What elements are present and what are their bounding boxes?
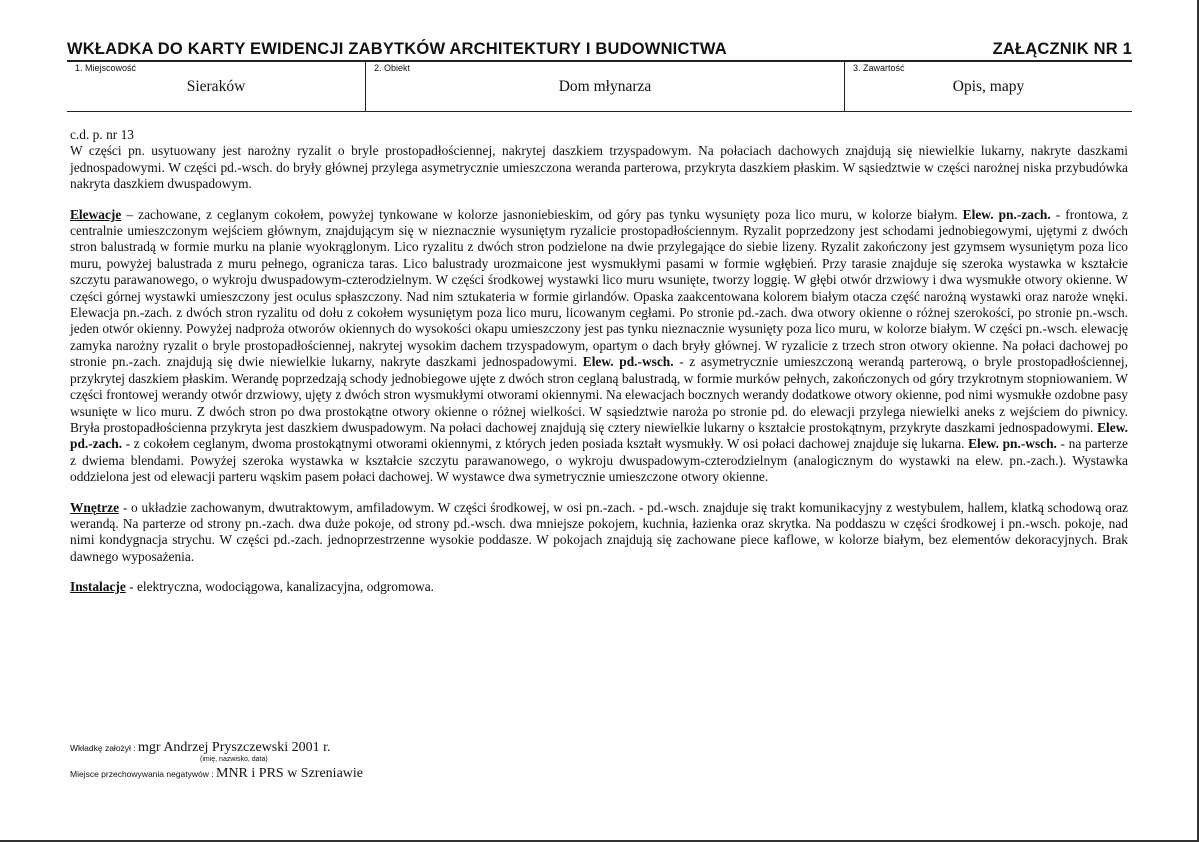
- footer-value: mgr Andrzej Pryszczewski 2001 r.: [138, 740, 331, 755]
- section-heading: Elewacje: [70, 206, 122, 222]
- footer-storage: [70, 766, 363, 782]
- footer-label: Miejsce przechowywania negatywów :: [70, 769, 214, 779]
- field-object: [366, 62, 845, 111]
- field-value: Dom młynarza: [558, 78, 652, 95]
- text-run: - frontowa, z centralnie umieszczonym wejściem głównym, znajdującym się w nieznacznie wysuniętym ryzalicie prostopadłościennym. Ryzalit poprzedzony jest schodami jednobiegowymi, ujętymi z dwóch stron balustradą w formie murku na planie wyokrąglonym. Lico ryzalitu z dwóch stron podzielone na dwie przylegające do siebie lizeny. Ryzalit zakończony jest gzymsem wysuniętym poza lico muru, powyżej balustrada z muru pełnego, ogranicza taras. Lico balustrady urozmaicone jest wysmukłymi pasami w formie wgłębień. Przy tarasie znajduje się szeroka wystawka w kształcie szczytu parawanowego, o wykroju dwuspadowym-czterodzielnym. W części środkowej wystawki lico muru wsunięte, tworzy loggię. W głębi otwór drzwiowy i dwa wysmukłe otwory okienne. W części górnej wystawki umieszczony jest oculus spłaszczony. Nad nim sztukateria w formie girlandów. Opaska zaakcentowana kolorem białym otacza część narożną wystawki oraz naroże wnęki. Elewacja pn.-zach. z dwóch stron ryzalitu od dołu z cokołem wysuniętym poza lico muru, licowanym cegłami. Po stronie pd.-zach. dwa otwory okienne o różnej szerokości, po stronie pn.-wsch. jeden otwór okienny. Powyżej nadproża otworów okiennych do wysokości okapu umieszczony jest pas tynku nieznacznie wysunięty poza lico muru, w kolorze białym. W części pn.-wsch. elewację zamyka narożny ryzalit o bryle prostopadłościennej, nakrytej wysokim dachem trzyspadowym, opartym o dach bryły głównej. W ryzalicie z trzech stron otwory okienne. Na połaci dachowej po stronie pn.-zach. znajdują się dwie niewielkie lukarny, nakryte daszkami jednospadowymi.: [70, 206, 1128, 370]
- document-title: WKŁADKA DO KARTY EWIDENCJI ZABYTKÓW ARCHITEKTURY I BUDOWNICTWA: [67, 40, 727, 58]
- field-label: 1. Miejscowość: [75, 63, 137, 73]
- document-body: [70, 127, 1128, 596]
- field-value: Opis, mapy: [952, 78, 1025, 95]
- footer-label: Wkładkę założył :: [70, 743, 136, 753]
- text-run: – zachowane, z ceglanym cokołem, powyżej tynkowane w kolorze jasnoniebieskim, od góry pas tynku wysunięty poza lico muru, w kolorze białym.: [121, 206, 963, 222]
- bold-run: Elew. pn.-zach.: [962, 206, 1051, 222]
- text-run: - na parterze z dwiema blendami. Powyżej szeroka wystawka w kształcie szczytu parawanowego, o wykroju dwuspadowym-czterodzielnym (analogicznym do wystawki na elew. pn.-zach.). Wystawka oddzielona jest od elewacji parteru wąskim pasem połaci dachowej. W wystawce dwa symetrycznie umieszczone otwory okienne.: [70, 436, 1128, 485]
- footer-value: MNR i PRS w Szreniawie: [216, 766, 363, 781]
- text-run: - z asymetrycznie umieszczoną werandą parterową, o bryle prostopadłościennej, przykrytej daszkiem płaskim. Werandę poprzedzają schody jednobiegowe ujęte z dwóch stron ceglaną balustradą, w formie murków pełnych, zakończonych od góry trzykrotnym stopniowaniem. W części frontowej werandy otwór drzwiowy, ujęty z dwóch stron wysmukłymi otworami okiennymi. Na elewacjach bocznych werandy dodatkowe otwory okienne, pod nimi wysmukłe ozdobne pasy wsunięte w lico muru. Z dwóch stron po dwa prostokątne otwory okienne o różnej wielkości. W sąsiedztwie naroża po stronie pd. do elewacji przylega niewielki aneks z wejściem do piwnicy. Bryła prostopadłościenna przykryta jest daszkiem dwuspadowym. Na połaci dachowej znajdują się cztery niewielkie lukarny o kształcie prostokątnym, przykryte daszkami jednospadowymi.: [70, 354, 1128, 435]
- footer-sublabel: (imię, nazwisko, data): [200, 756, 268, 763]
- bold-run: Elew. pd.-wsch.: [582, 354, 674, 370]
- elewacje-paragraph: [70, 207, 1128, 486]
- document-header: [67, 40, 1132, 59]
- text-run: - z cokołem ceglanym, dwoma prostokątnymi otworami okiennymi, z których jeden posiada kształt wysmukły. W osi połaci dachowej znajduje się lukarna.: [122, 436, 969, 452]
- text-run: - elektryczna, wodociągowa, kanalizacyjna, odgromowa.: [125, 579, 435, 595]
- field-content: [845, 62, 1132, 111]
- footer-author: [70, 740, 331, 756]
- text-run: - o układzie zachowanym, dwutraktowym, amfiladowym. W części środkowej, w osi pn.-zach. - pd.-wsch. znajduje się trakt komunikacyjny z westybulem, hallem, klatką schodową oraz werandą. Na parterze od strony pn.-zach. dwa duże pokoje, od strony pd.-wsch. dwa mniejsze pokojem, kuchnia, łazienka oraz skrytka. Na poddaszu w części środkowej i pn.-wsch. pokoje, nad nimi kondygnacja strychu. W części pd.-zach. jednoprzestrzenne wysokie poddasze. W pokojach znajdują się zachowane piece kaflowe, w kolorze białym, bez elementów dekoracyjnych. Brak dawnego wyposażenia.: [70, 499, 1128, 564]
- field-location: [67, 62, 366, 111]
- wnetrze-paragraph: [70, 500, 1128, 566]
- bold-run: Elew. pd.-zach.: [70, 419, 1128, 452]
- instalacje-paragraph: [70, 579, 1128, 595]
- section-heading: Wnętrze: [70, 499, 120, 515]
- field-value: Sieraków: [186, 78, 246, 95]
- section-heading: Instalacje: [70, 579, 126, 595]
- continuation-note: c.d. p. nr 13: [70, 127, 134, 142]
- field-label: 2. Obiekt: [374, 63, 411, 73]
- info-table: [67, 60, 1132, 112]
- field-label: 3. Zawartość: [853, 63, 905, 73]
- bold-run: Elew. pn.-wsch.: [968, 436, 1057, 452]
- attachment-number: ZAŁĄCZNIK NR 1: [992, 40, 1132, 58]
- intro-paragraph: W części pn. usytuowany jest narożny ryzalit o bryle prostopadłościennej, nakrytej daszkiem trzyspadowym. Na połaciach dachowych znajdują się niewielkie lukarny, nakryte daszkami jednospadowymi. W części pd.-wsch. do bryły głównej przylega asymetrycznie umieszczona weranda parterowa, przykryta daszkiem płaskim. W sąsiedztwie w części narożnej niska przybudówka nakryta daszkiem dwuspadowym.: [70, 143, 1128, 192]
